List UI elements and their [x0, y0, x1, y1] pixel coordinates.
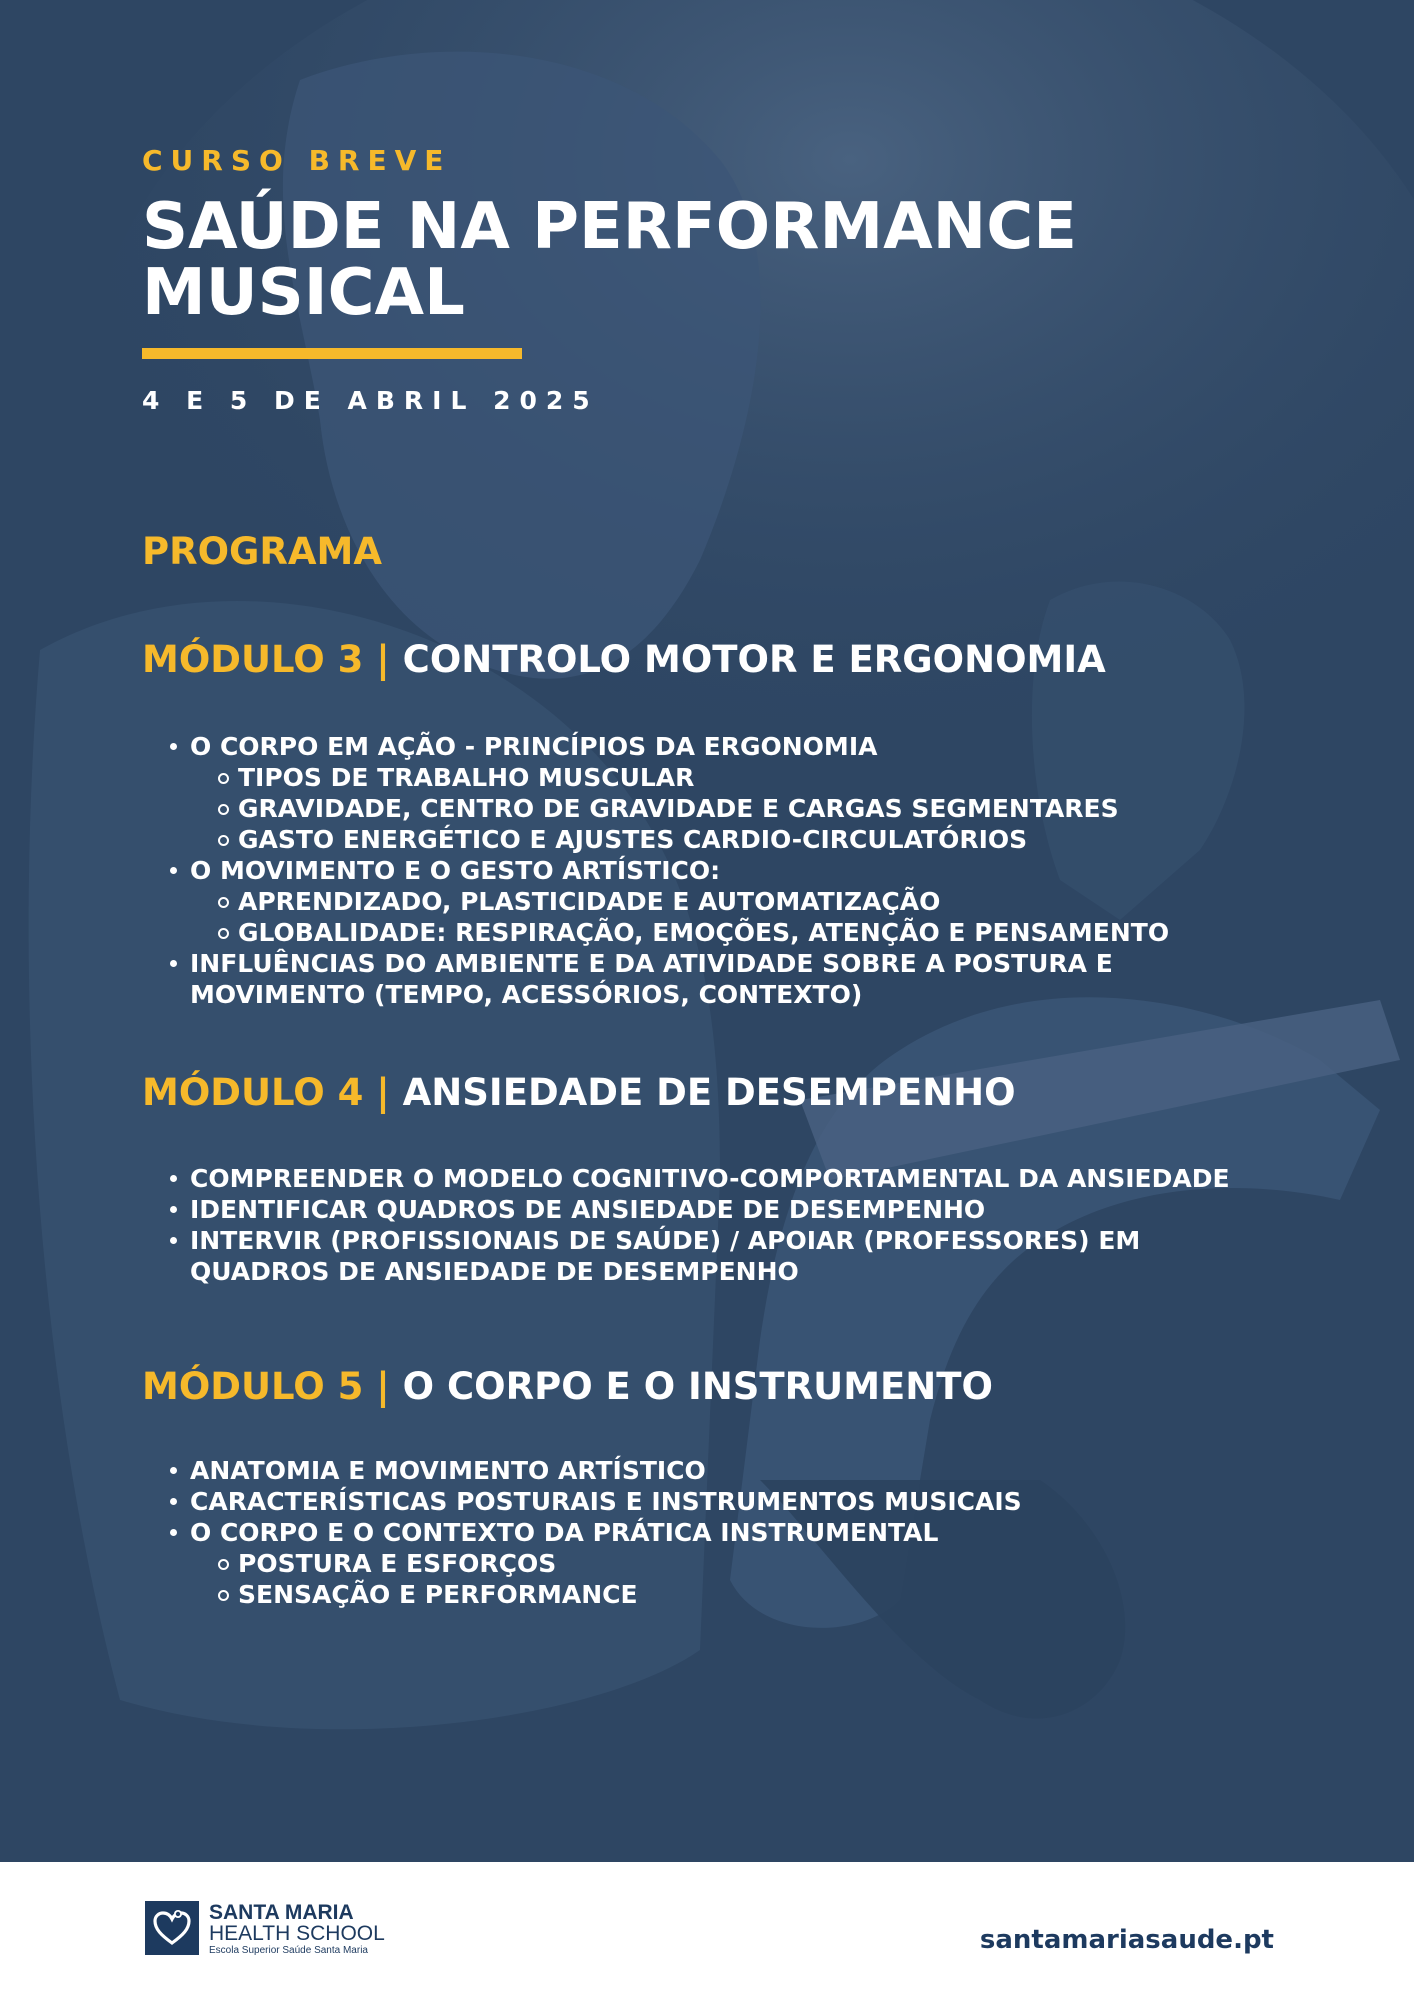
module-5-items	[170, 1455, 1250, 1610]
module-separator: |	[376, 1071, 390, 1114]
programa-heading: PROGRAMA	[142, 530, 383, 573]
logo-wordmark	[209, 1902, 385, 1957]
list-item: O CORPO EM AÇÃO - PRINCÍPIOS DA ERGONOMIA	[170, 731, 1250, 762]
logo-line-2: HEALTH SCHOOL	[209, 1922, 385, 1945]
module-4-items	[170, 1163, 1250, 1287]
list-item: O CORPO E O CONTEXTO DA PRÁTICA INSTRUMENTAL	[170, 1517, 1250, 1548]
list-item: ANATOMIA E MOVIMENTO ARTÍSTICO	[170, 1455, 1250, 1486]
course-date: 4 E 5 DE ABRIL 2025	[142, 386, 599, 415]
website-link[interactable]: santamariasaude.pt	[979, 1925, 1274, 1955]
list-item: COMPREENDER O MODELO COGNITIVO-COMPORTAMENTAL DA ANSIEDADE	[170, 1163, 1250, 1194]
logo-line-3: Escola Superior Saúde Santa Maria	[209, 1945, 368, 1956]
module-name: CONTROLO MOTOR E ERGONOMIA	[402, 638, 1106, 681]
sub-list-item: TIPOS DE TRABALHO MUSCULAR	[170, 762, 1250, 793]
list-item: INTERVIR (PROFISSIONAIS DE SAÚDE) / APOIAR (PROFESSORES) EM QUADROS DE ANSIEDADE DE DESEMPENHO	[170, 1225, 1250, 1287]
sub-list-item: GRAVIDADE, CENTRO DE GRAVIDADE E CARGAS SEGMENTARES	[170, 793, 1250, 824]
sub-list-item: GLOBALIDADE: RESPIRAÇÃO, EMOÇÕES, ATENÇÃO E PENSAMENTO	[170, 917, 1250, 948]
course-type-label: CURSO BREVE	[142, 144, 452, 177]
module-heading	[142, 638, 1106, 681]
module-name: O CORPO E O INSTRUMENTO	[402, 1365, 993, 1408]
sub-list-item: POSTURA E ESFORÇOS	[170, 1548, 1250, 1579]
module-3-items	[170, 731, 1250, 1010]
module-name: ANSIEDADE DE DESEMPENHO	[402, 1071, 1016, 1114]
sub-list-item: APRENDIZADO, PLASTICIDADE E AUTOMATIZAÇÃO	[170, 886, 1250, 917]
module-separator: |	[376, 1365, 390, 1408]
module-separator: |	[376, 638, 390, 681]
course-title	[142, 190, 1077, 330]
list-item: CARACTERÍSTICAS POSTURAIS E INSTRUMENTOS MUSICAIS	[170, 1486, 1250, 1517]
sub-list-item: SENSAÇÃO E PERFORMANCE	[170, 1579, 1250, 1610]
title-underline	[142, 348, 522, 359]
logo-line-1: SANTA MARIA	[209, 1901, 354, 1924]
santa-maria-heart-logo-icon	[145, 1901, 199, 1955]
list-item: O MOVIMENTO E O GESTO ARTÍSTICO:	[170, 855, 1250, 886]
module-number: MÓDULO 4	[142, 1071, 364, 1114]
sub-list-item: GASTO ENERGÉTICO E AJUSTES CARDIO-CIRCULATÓRIOS	[170, 824, 1250, 855]
module-number: MÓDULO 5	[142, 1365, 364, 1408]
course-title-line-2: MUSICAL	[142, 256, 465, 330]
list-item: IDENTIFICAR QUADROS DE ANSIEDADE DE DESEMPENHO	[170, 1194, 1250, 1225]
list-item: INFLUÊNCIAS DO AMBIENTE E DA ATIVIDADE SOBRE A POSTURA E MOVIMENTO (TEMPO, ACESSÓRIOS, CONTEXTO)	[170, 948, 1250, 1010]
module-heading	[142, 1365, 993, 1408]
course-title-line-1: SAÚDE NA PERFORMANCE	[142, 190, 1077, 264]
module-number: MÓDULO 3	[142, 638, 364, 681]
module-heading	[142, 1071, 1016, 1114]
